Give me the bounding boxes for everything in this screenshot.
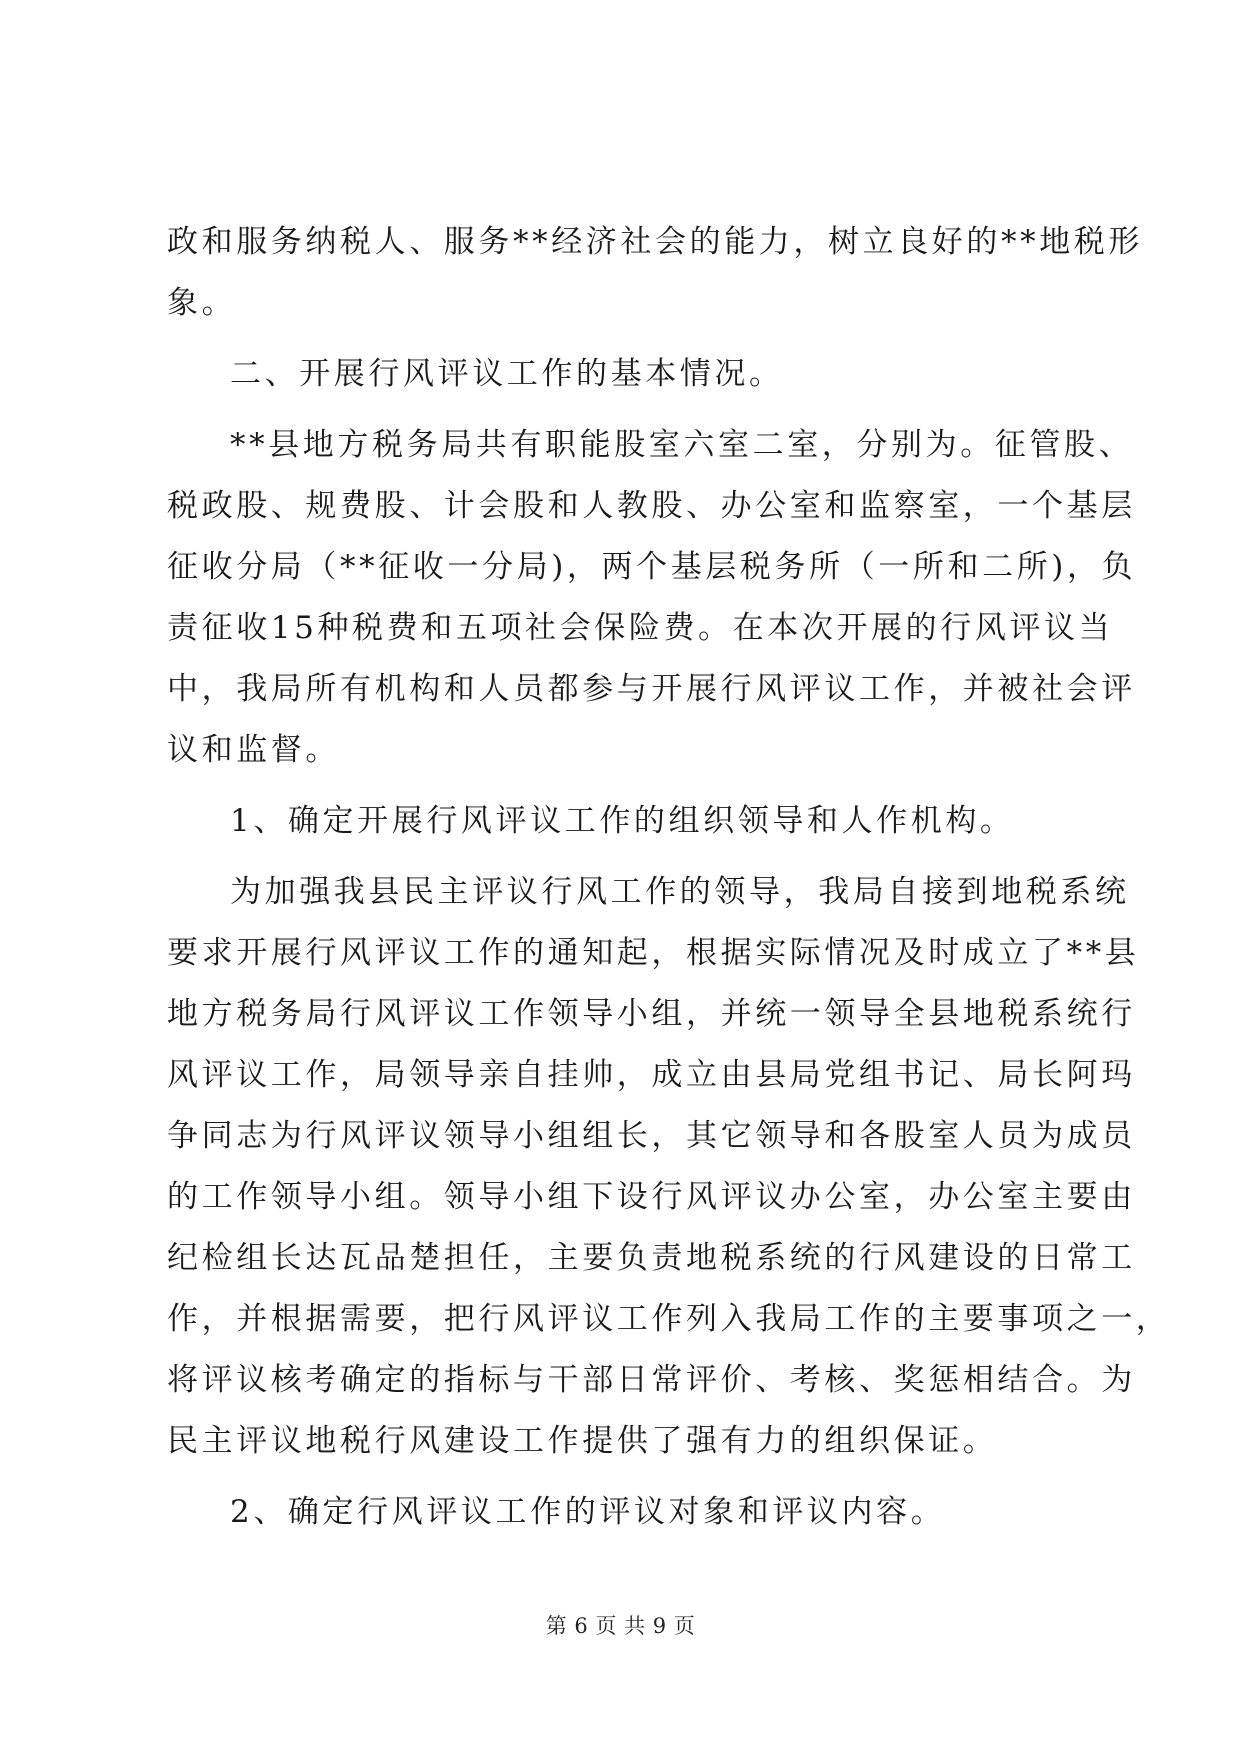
paragraph-line: 民主评议地税行风建设工作提供了强有力的组织保证。 xyxy=(167,1423,998,1459)
paragraph-line: 地方税务局行风评议工作领导小组，并统一领导全县地税系统行 xyxy=(167,996,1136,1032)
paragraph-line: 争同志为行风评议领导小组组长，其它领导和各股室人员为成员 xyxy=(167,1118,1136,1154)
paragraph-line: 要求开展行风评议工作的通知起，根据实际情况及时成立了**县 xyxy=(167,935,1140,971)
paragraph-line: 将评议核考确定的指标与干部日常评价、考核、奖惩相结合。为 xyxy=(167,1362,1136,1398)
text-line: 象。 xyxy=(167,285,237,321)
paragraph-line: 为加强我县民主评议行风工作的领导，我局自接到地税系统 xyxy=(230,874,1130,910)
paragraph-line: 责征收15种税费和五项社会保险费。在本次开展的行风评议当 xyxy=(167,610,1114,646)
paragraph-line: 征收分局（**征收一分局)，两个基层税务所（一所和二所)，负 xyxy=(167,549,1137,585)
page-number: 第 6 页 共 9 页 xyxy=(545,1614,696,1638)
paragraph-line: **县地方税务局共有职能股室六室二室，分别为。征管股、 xyxy=(230,427,1134,463)
paragraph-line: 风评议工作，局领导亲自挂帅，成立由县局党组书记、局长阿玛 xyxy=(167,1057,1136,1093)
paragraph-line: 的工作领导小组。领导小组下设行风评议办公室，办公室主要由 xyxy=(167,1179,1136,1215)
section-heading: 二、开展行风评议工作的基本情况。 xyxy=(230,356,784,392)
paragraph-line: 议和监督。 xyxy=(167,732,340,768)
subsection-heading: 1、确定开展行风评议工作的组织领导和人作机构。 xyxy=(230,803,1015,839)
paragraph-line: 纪检组长达瓦品楚担任，主要负责地税系统的行风建设的日常工 xyxy=(167,1240,1136,1276)
text-line: 政和服务纳税人、服务**经济社会的能力，树立良好的**地税形 xyxy=(167,224,1143,260)
paragraph-line: 中，我局所有机构和人员都参与开展行风评议工作，并被社会评 xyxy=(167,671,1136,707)
paragraph-line: 税政股、规费股、计会股和人教股、办公室和监察室，一个基层 xyxy=(167,488,1136,524)
subsection-heading: 2、确定行风评议工作的评议对象和评议内容。 xyxy=(230,1494,946,1530)
paragraph-line: 作，并根据需要，把行风评议工作列入我局工作的主要事项之一， xyxy=(167,1301,1171,1337)
